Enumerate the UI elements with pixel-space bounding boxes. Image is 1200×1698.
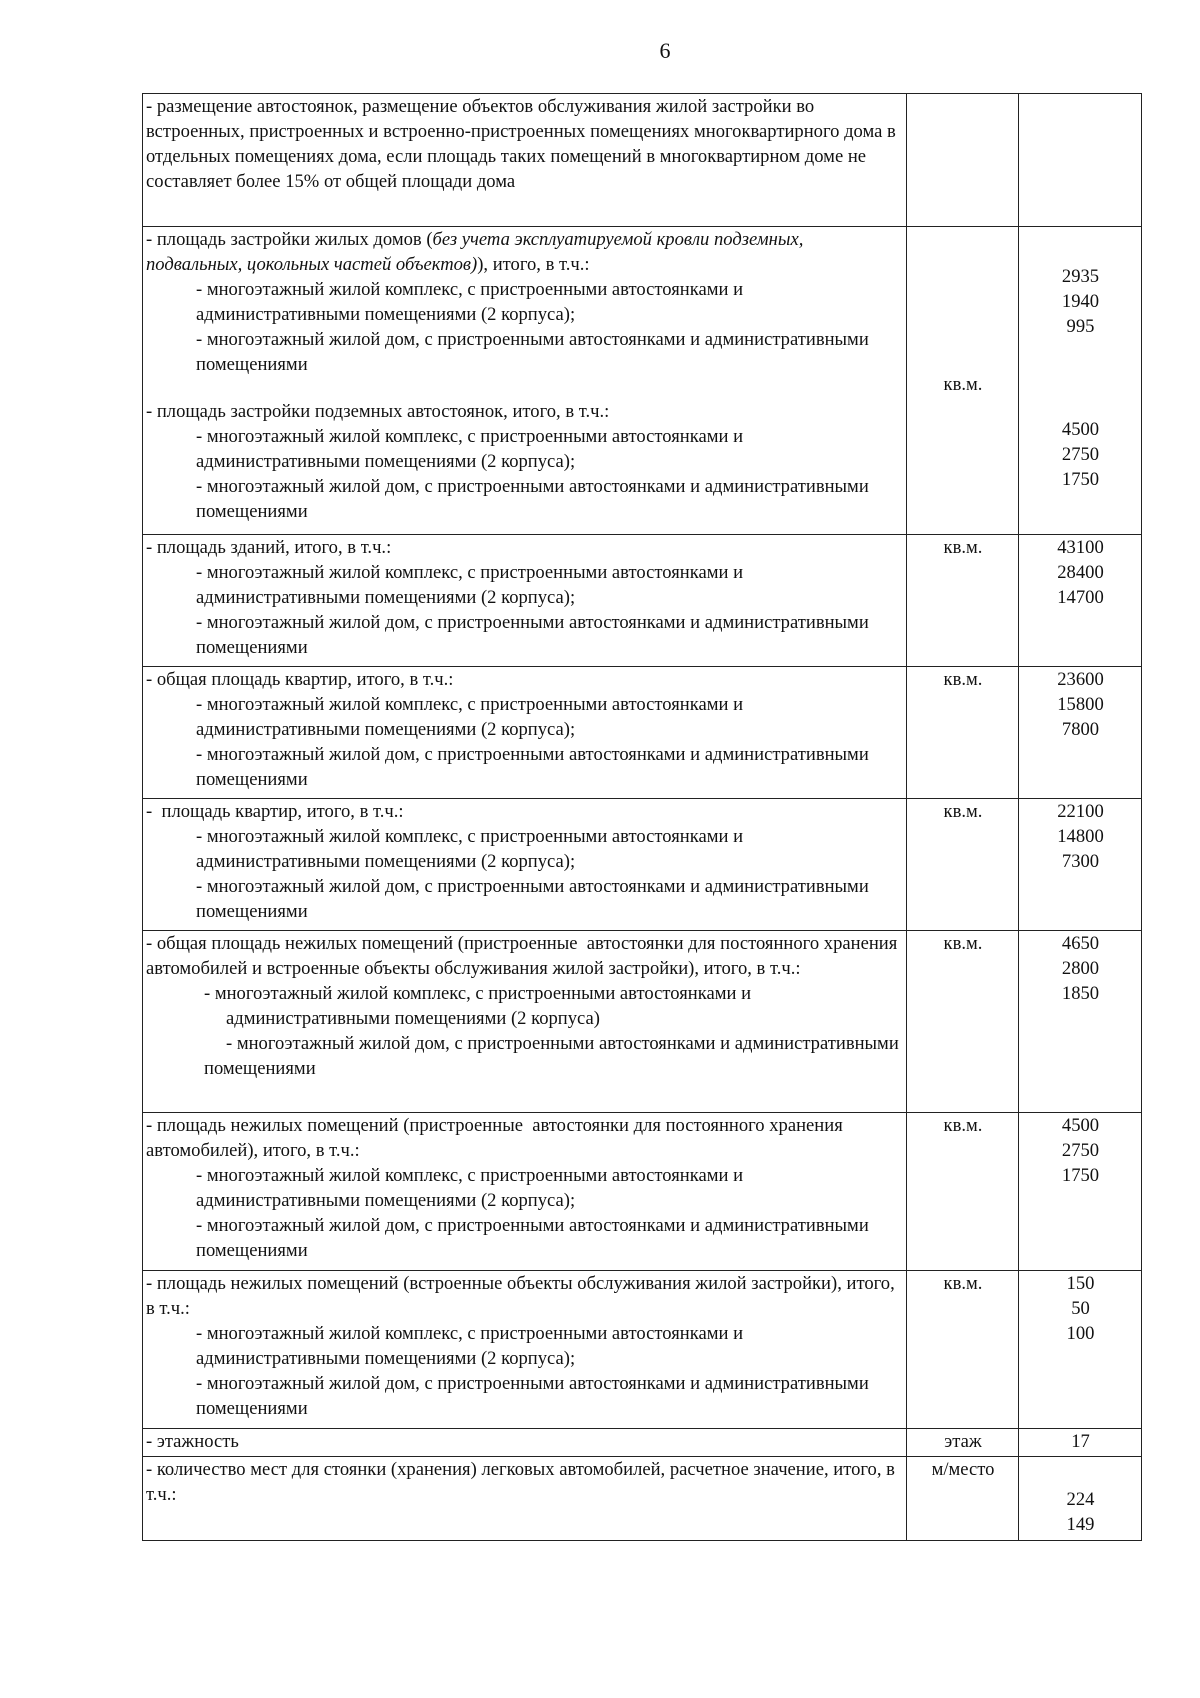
table-row bbox=[143, 1457, 1142, 1541]
row-heading: - этажность bbox=[146, 1431, 239, 1452]
value: 50 bbox=[1071, 1298, 1090, 1319]
row-description bbox=[143, 1271, 907, 1429]
row-unit: этаж bbox=[907, 1429, 1019, 1457]
row-description bbox=[143, 1113, 907, 1271]
row-heading: - площадь нежилых помещений (пристроенные автостоянки для постоянного хранения автомобилей), итого, в т.ч.: bbox=[146, 1115, 848, 1161]
row-unit: м/место bbox=[907, 1457, 1019, 1541]
row-text: - размещение автостоянок, размещение объектов обслуживания жилой застройки во встроенных, пристроенных и встроенно-пристроенных помещениях многоквартирного дома в отдельных помещениях дома, если площадь таких помещений в многоквартирном доме не составляет более 15% от общей площади дома bbox=[146, 96, 896, 192]
row-sub-item: - многоэтажный жилой комплекс, с пристроенными автостоянками и административными помещениями (2 корпуса); bbox=[196, 279, 744, 325]
value: 43100 bbox=[1057, 537, 1104, 558]
row-sub-item: - многоэтажный жилой дом, с пристроенными автостоянками и административными помещениями bbox=[196, 1373, 869, 1419]
value: 23600 bbox=[1057, 669, 1104, 690]
row-sub-item: - многоэтажный жилой дом, с пристроенными автостоянками и административными помещениями bbox=[204, 1033, 899, 1079]
row-description bbox=[143, 667, 907, 799]
value: 4650 bbox=[1061, 933, 1100, 954]
table-row bbox=[143, 667, 1142, 799]
table-row bbox=[143, 799, 1142, 931]
row-sub-item: - многоэтажный жилой комплекс, с пристроенными автостоянками и административными помещениями (2 корпуса); bbox=[196, 426, 744, 472]
table-row bbox=[143, 1113, 1142, 1271]
row-description bbox=[143, 94, 907, 227]
row-sub-item: - многоэтажный жилой комплекс, с пристроенными автостоянками и административными помещениями (2 корпуса) bbox=[204, 983, 752, 1029]
value: 150 bbox=[1066, 1273, 1095, 1294]
value: 14700 bbox=[1057, 587, 1104, 608]
row-sub-item: - многоэтажный жилой комплекс, с пристроенными автостоянками и административными помещениями (2 корпуса); bbox=[196, 1323, 744, 1369]
value: 14800 bbox=[1057, 826, 1104, 847]
row-values bbox=[1019, 799, 1142, 931]
row-description bbox=[143, 535, 907, 667]
value: 15800 bbox=[1057, 694, 1104, 715]
value: 4500 bbox=[1061, 419, 1100, 440]
row-heading: - площадь нежилых помещений (встроенные объекты обслуживания жилой застройки), итого, в т.ч.: bbox=[146, 1273, 895, 1319]
row-sub-item: - многоэтажный жилой комплекс, с пристроенными автостоянками и административными помещениями (2 корпуса); bbox=[196, 694, 744, 740]
row-values bbox=[1019, 1457, 1142, 1541]
value: 2750 bbox=[1061, 1140, 1100, 1161]
row-description bbox=[143, 1457, 907, 1541]
row-heading: - количество мест для стоянки (хранения) легковых автомобилей, расчетное значение, итого, в т.ч.: bbox=[146, 1459, 895, 1505]
row-sub-item: - многоэтажный жилой комплекс, с пристроенными автостоянками и административными помещениями (2 корпуса); bbox=[196, 826, 744, 872]
row-description bbox=[143, 931, 907, 1113]
value: 1750 bbox=[1061, 1165, 1100, 1186]
row-values bbox=[1019, 667, 1142, 799]
row-sub-item: - многоэтажный жилой комплекс, с пристроенными автостоянками и административными помещениями (2 корпуса); bbox=[196, 562, 744, 608]
row-sub-item: - многоэтажный жилой дом, с пристроенными автостоянками и административными помещениями bbox=[196, 476, 869, 522]
row-sub-item: - многоэтажный жилой дом, с пристроенными автостоянками и административными помещениями bbox=[196, 744, 869, 790]
value: 28400 bbox=[1057, 562, 1104, 583]
page-number: 6 bbox=[659, 38, 671, 63]
row-values bbox=[1019, 1113, 1142, 1271]
value: 4500 bbox=[1061, 1115, 1100, 1136]
row-heading: - общая площадь квартир, итого, в т.ч.: bbox=[146, 669, 454, 690]
value: 22100 bbox=[1057, 801, 1104, 822]
row-heading: - площадь зданий, итого, в т.ч.: bbox=[146, 537, 392, 558]
row-heading: - общая площадь нежилых помещений (пристроенные автостоянки для постоянного хранения автомобилей и встроенные объекты обслуживания жилой застройки), итого, в т.ч.: bbox=[146, 933, 902, 979]
row-unit: кв.м. bbox=[907, 1113, 1019, 1271]
row-values bbox=[1019, 1429, 1142, 1457]
value: 2800 bbox=[1061, 958, 1100, 979]
row-values bbox=[1019, 535, 1142, 667]
row-values bbox=[1019, 1271, 1142, 1429]
row-heading: - площадь застройки подземных автостоянок, итого, в т.ч.: bbox=[146, 401, 610, 422]
value: 149 bbox=[1066, 1514, 1095, 1535]
table-row bbox=[143, 1429, 1142, 1457]
parameters-table bbox=[142, 93, 1142, 1541]
row-values bbox=[1019, 227, 1142, 535]
row-unit bbox=[907, 94, 1019, 227]
row-sub-item: - многоэтажный жилой дом, с пристроенными автостоянками и административными помещениями bbox=[196, 329, 869, 375]
value: 7800 bbox=[1061, 719, 1100, 740]
row-unit: кв.м. bbox=[907, 227, 1019, 535]
table-row bbox=[143, 1271, 1142, 1429]
value: 7300 bbox=[1061, 851, 1100, 872]
row-sub-item: - многоэтажный жилой комплекс, с пристроенными автостоянками и административными помещениями (2 корпуса); bbox=[196, 1165, 744, 1211]
value: 2750 bbox=[1061, 444, 1100, 465]
value: 1850 bbox=[1061, 983, 1100, 1004]
row-description bbox=[143, 227, 907, 535]
row-values bbox=[1019, 94, 1142, 227]
table-row bbox=[143, 535, 1142, 667]
row-values bbox=[1019, 931, 1142, 1113]
value: 100 bbox=[1066, 1323, 1095, 1344]
value: 1750 bbox=[1061, 469, 1100, 490]
table-row bbox=[143, 227, 1142, 535]
value: 224 bbox=[1066, 1489, 1095, 1510]
row-heading: - площадь застройки жилых домов (без учета эксплуатируемой кровли подземных, подвальных, цокольных частей объектов)), итого, в т.ч.: bbox=[146, 229, 804, 275]
row-sub-item: - многоэтажный жилой дом, с пристроенными автостоянками и административными помещениями bbox=[196, 876, 869, 922]
row-unit: кв.м. bbox=[907, 1271, 1019, 1429]
table-row bbox=[143, 94, 1142, 227]
row-description bbox=[143, 799, 907, 931]
value: 1940 bbox=[1061, 291, 1100, 312]
row-unit: кв.м. bbox=[907, 799, 1019, 931]
value: 2935 bbox=[1061, 266, 1100, 287]
table-row bbox=[143, 931, 1142, 1113]
value: 17 bbox=[1071, 1431, 1090, 1452]
row-sub-item: - многоэтажный жилой дом, с пристроенными автостоянками и административными помещениями bbox=[196, 1215, 869, 1261]
row-unit: кв.м. bbox=[907, 535, 1019, 667]
row-description bbox=[143, 1429, 907, 1457]
row-heading: - площадь квартир, итого, в т.ч.: bbox=[146, 801, 404, 822]
row-unit: кв.м. bbox=[907, 667, 1019, 799]
row-sub-item: - многоэтажный жилой дом, с пристроенными автостоянками и административными помещениями bbox=[196, 612, 869, 658]
row-unit: кв.м. bbox=[907, 931, 1019, 1113]
value: 995 bbox=[1066, 316, 1095, 337]
